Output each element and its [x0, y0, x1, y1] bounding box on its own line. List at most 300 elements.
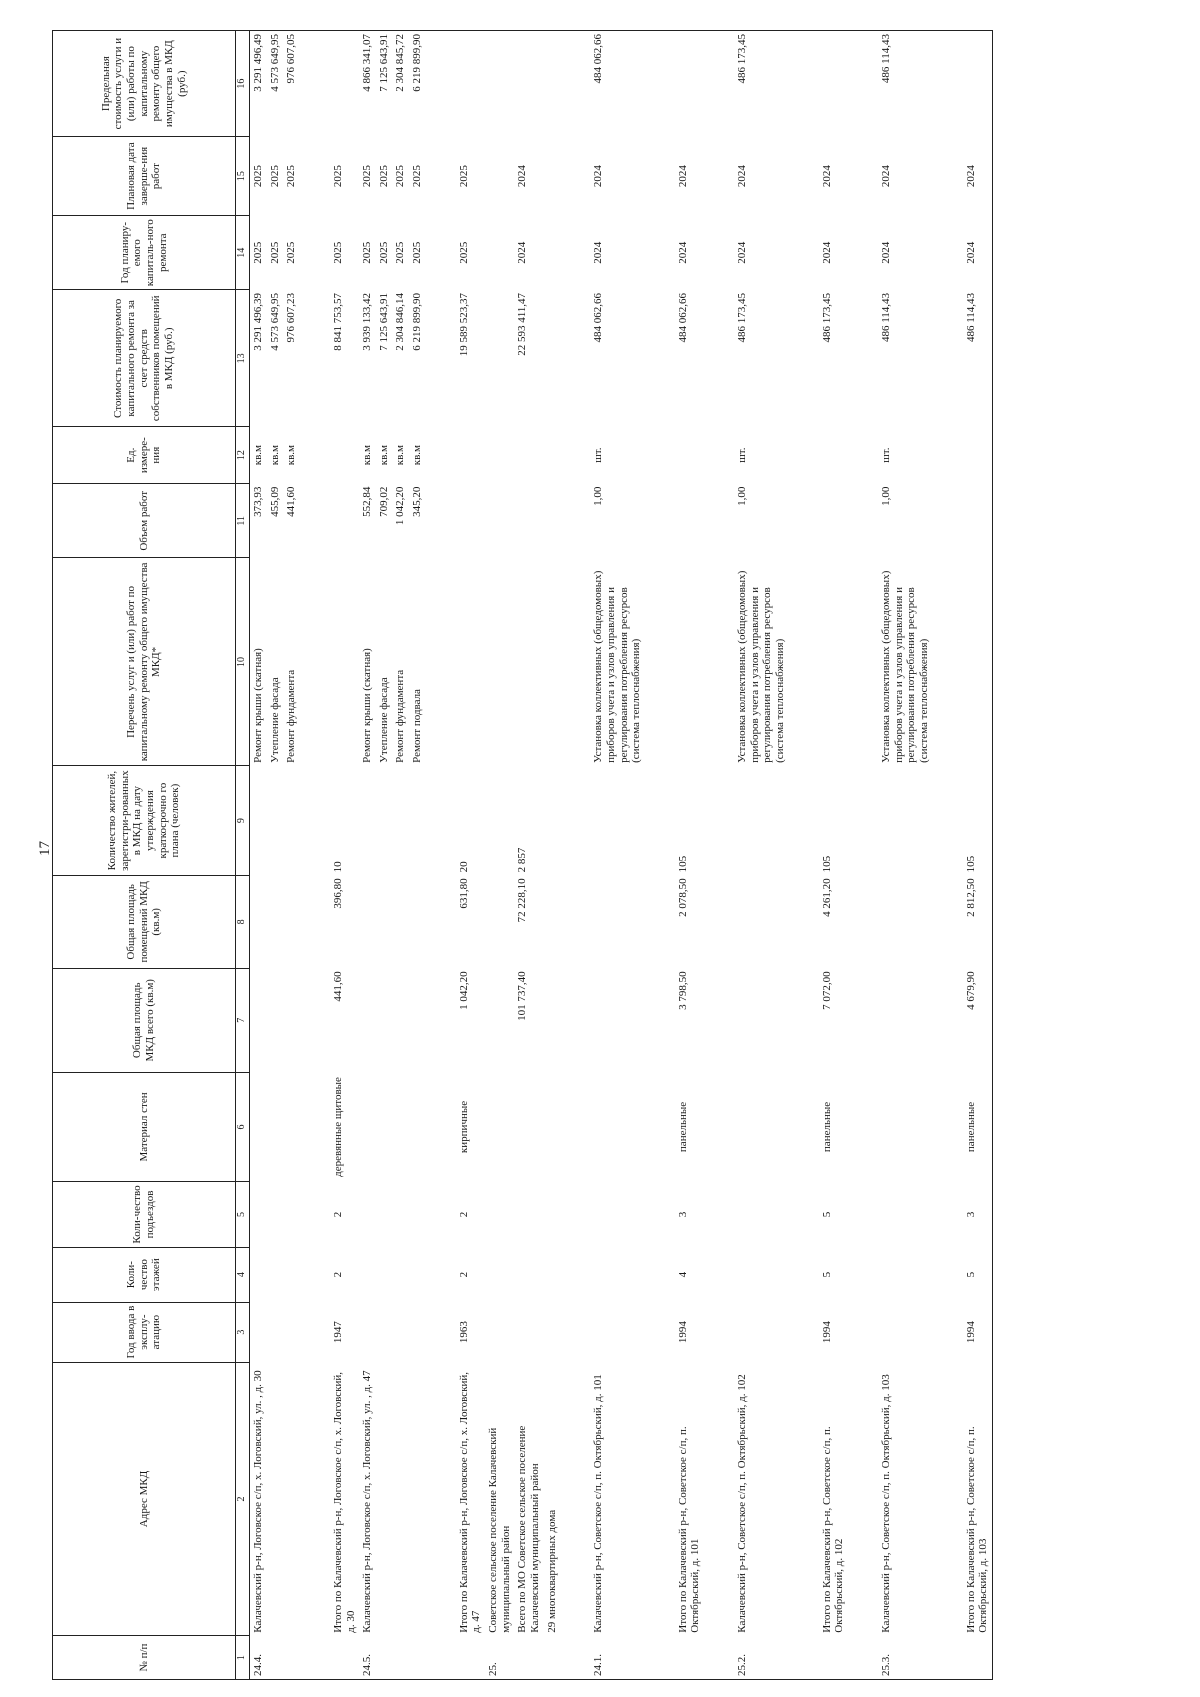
- cell-completion-date: 2024: [736, 165, 749, 188]
- cell-rooms-area: [283, 875, 300, 968]
- spacer-cell: [560, 137, 590, 216]
- col-number: 10: [236, 558, 250, 766]
- spacer-cell: [300, 558, 330, 766]
- col-header-walls: Материал стен: [53, 1072, 236, 1181]
- spacer-cell: [560, 1072, 590, 1181]
- cell-wall-material: [267, 1072, 284, 1181]
- cell-total-area: 4 679,90: [963, 968, 993, 1072]
- cell-work-volume: [819, 484, 848, 558]
- cell-repair-cost: 3 291 496,39: [252, 292, 264, 351]
- cell-plan-year: 2025: [411, 241, 424, 264]
- cell-total-area: [392, 968, 409, 1072]
- cell-work-type: Ремонт подвала: [411, 689, 424, 763]
- table-row: [359, 31, 376, 1680]
- cell-completion-date: 2024: [516, 165, 529, 188]
- capital-repair-table: [52, 30, 993, 1680]
- table-row: [409, 31, 426, 1680]
- cell-unit: шт.: [592, 447, 605, 463]
- cell-rooms-area: [359, 875, 376, 968]
- cell-repair-cost: 7 125 643,91: [377, 292, 390, 351]
- cell-unit: кв.м: [252, 445, 264, 466]
- cell-unit: кв.м: [285, 445, 298, 466]
- cell-floors: [544, 1247, 561, 1302]
- cell-floors: [514, 1247, 543, 1302]
- cell-rooms-area: [734, 875, 789, 968]
- spacer-cell: [560, 558, 590, 766]
- spacer-cell: [789, 1302, 819, 1362]
- cell-unit: кв.м: [377, 445, 390, 466]
- spacer-cell: [560, 1182, 590, 1248]
- page-number: 17: [37, 841, 53, 856]
- cell-total-area: [267, 968, 284, 1072]
- rotated-page: [52, 30, 1172, 1680]
- cell-plan-year: 2024: [963, 216, 993, 290]
- cell-floors: 4: [676, 1271, 689, 1278]
- col-header-unit: Ед. измере-ния: [53, 427, 236, 484]
- cell-floors: 2: [457, 1271, 470, 1278]
- table-row: [544, 31, 561, 1680]
- cell-limit-cost: [330, 31, 359, 137]
- cell-total-area: 7 072,00: [820, 971, 833, 1010]
- table-row: [392, 31, 409, 1680]
- cell-residents: [376, 766, 393, 875]
- cell-work-type: Установка коллективных (общедомовых) приборов учета и узлов управления и регулирования потребления ресурсов (система теплоснабжения): [592, 570, 643, 763]
- spacer-cell: [426, 968, 456, 1072]
- cell-unit: кв.м: [394, 445, 407, 466]
- cell-floors: [878, 1247, 933, 1302]
- spacer-cell: [426, 1182, 456, 1248]
- table-row: [819, 31, 848, 1680]
- spacer-cell: [848, 1247, 878, 1302]
- spacer-cell: [426, 1302, 456, 1362]
- cell-residents: 20: [457, 861, 470, 873]
- cell-work-volume: 552,84: [361, 486, 374, 517]
- cell-plan-year: 2025: [252, 241, 264, 264]
- cell-total-area: [544, 968, 561, 1072]
- cell-rooms-area: 2 078,50: [676, 878, 689, 917]
- cell-year-built: [409, 1302, 426, 1362]
- spacer-cell: [704, 1636, 734, 1680]
- cell-rooms-area: 2 812,50: [963, 875, 993, 968]
- spacer-cell: [933, 558, 963, 766]
- cell-residents: [359, 766, 376, 875]
- cell-repair-cost: [485, 290, 514, 427]
- spacer-cell: [789, 558, 819, 766]
- cell-unit: шт.: [736, 447, 749, 463]
- cell-rooms-area: 4 261,20: [820, 878, 833, 917]
- cell-address: Итого по Калачевский р-н, Логовское с/п, х. Логовский, д. 47: [457, 1371, 483, 1633]
- cell-limit-cost: [485, 31, 514, 137]
- table-row: [267, 31, 284, 1680]
- cell-total-area: 3 798,50: [676, 971, 689, 1010]
- cell-rooms-area: 631,80: [457, 878, 470, 909]
- cell-year-built: [878, 1302, 933, 1362]
- spacer-cell: [426, 484, 456, 558]
- spacer-cell: [848, 484, 878, 558]
- cell-residents: [544, 766, 561, 875]
- col-number: 11: [236, 484, 250, 558]
- cell-entrances: [878, 1182, 933, 1248]
- spacer-cell: [789, 484, 819, 558]
- cell-total-area: [485, 968, 514, 1072]
- cell-work-type: [963, 558, 993, 766]
- spacer-cell: [789, 1636, 819, 1680]
- spacer-cell: [300, 484, 330, 558]
- cell-row-number: [283, 1636, 300, 1680]
- spacer-cell: [300, 1247, 330, 1302]
- spacer-cell: [426, 216, 456, 290]
- cell-year-built: [267, 1302, 284, 1362]
- col-number: 16: [236, 31, 250, 137]
- spacer-cell: [933, 290, 963, 427]
- cell-floors: [590, 1247, 645, 1302]
- cell-residents: [590, 766, 645, 875]
- cell-address: [409, 1362, 426, 1636]
- col-number: 6: [236, 1072, 250, 1181]
- cell-completion-date: 2025: [394, 165, 407, 188]
- cell-residents: 105: [820, 855, 833, 873]
- spacer-cell: [560, 427, 590, 484]
- cell-wall-material: панельные: [676, 1101, 689, 1153]
- cell-repair-cost: 486 173,45: [736, 292, 749, 343]
- col-number: 12: [236, 427, 250, 484]
- table-body: [250, 31, 993, 1680]
- col-header-plan-year: Год планиру-емого капиталь-ного ремонта: [53, 216, 236, 290]
- col-number: 9: [236, 766, 250, 875]
- cell-plan-year: 2024: [516, 241, 529, 264]
- cell-floors: [409, 1247, 426, 1302]
- col-number: 7: [236, 968, 250, 1072]
- cell-wall-material: деревянные щитовые: [331, 1077, 344, 1177]
- cell-wall-material: [359, 1072, 376, 1181]
- cell-plan-year: 2025: [268, 241, 281, 264]
- spacer-cell: [560, 1302, 590, 1362]
- spacer-cell: [560, 31, 590, 137]
- cell-limit-cost: [819, 31, 848, 137]
- cell-address: [392, 1362, 409, 1636]
- spacer-cell: [933, 766, 963, 875]
- spacer-cell: [560, 1362, 590, 1636]
- spacer-cell: [848, 290, 878, 427]
- cell-address: Всего по МО Советское сельское поселение Калачевский муниципальный район: [516, 1425, 541, 1633]
- col-header-num: № п/п: [53, 1636, 236, 1680]
- spacer-cell: [704, 137, 734, 216]
- spacer-cell: [645, 1182, 675, 1248]
- spacer-cell: [426, 766, 456, 875]
- col-number: 8: [236, 875, 250, 968]
- spacer-cell: [300, 1302, 330, 1362]
- cell-work-volume: 1,00: [879, 486, 892, 506]
- spacer-cell: [645, 427, 675, 484]
- cell-repair-cost: 3 939 133,42: [361, 292, 374, 351]
- table-row: [330, 31, 359, 1680]
- cell-residents: [485, 766, 514, 875]
- spacer-cell: [300, 427, 330, 484]
- cell-entrances: 2: [331, 1211, 344, 1218]
- cell-address: Калачевский р-н, Советское с/п, п. Октябрьский, д. 102: [736, 1374, 749, 1633]
- cell-repair-cost: 486 114,43: [963, 290, 993, 427]
- spacer-cell: [300, 968, 330, 1072]
- cell-completion-date: 2025: [252, 165, 264, 188]
- cell-row-number: 24.5.: [359, 1636, 376, 1680]
- cell-rooms-area: 396,80: [331, 878, 344, 909]
- cell-year-built: 1963: [457, 1321, 470, 1344]
- table-row: [250, 31, 267, 1680]
- spacer-cell: [645, 968, 675, 1072]
- cell-completion-date: 2024: [592, 165, 605, 188]
- cell-residents: [250, 766, 267, 875]
- cell-unit: [819, 427, 848, 484]
- spacer-cell: [300, 31, 330, 137]
- cell-row-number: [675, 1636, 704, 1680]
- spacer-cell: [300, 137, 330, 216]
- spacer-cell: [848, 216, 878, 290]
- spacer-row: [560, 31, 590, 1680]
- cell-year-built: [283, 1302, 300, 1362]
- cell-work-type: [514, 558, 543, 766]
- cell-completion-date: 2024: [820, 165, 833, 188]
- cell-wall-material: [514, 1072, 543, 1181]
- spacer-cell: [645, 484, 675, 558]
- spacer-cell: [933, 1362, 963, 1636]
- cell-wall-material: [590, 1072, 645, 1181]
- cell-year-built: [544, 1302, 561, 1362]
- spacer-cell: [426, 1636, 456, 1680]
- spacer-cell: [645, 216, 675, 290]
- cell-rooms-area: [409, 875, 426, 968]
- col-header-volume: Объем работ: [53, 484, 236, 558]
- cell-unit: кв.м: [411, 445, 424, 466]
- cell-wall-material: [409, 1072, 426, 1181]
- cell-limit-cost: 4 866 341,07: [359, 31, 376, 137]
- spacer-row: [300, 31, 330, 1680]
- spacer-cell: [789, 1182, 819, 1248]
- spacer-cell: [704, 290, 734, 427]
- cell-rooms-area: [250, 875, 267, 968]
- cell-total-area: [283, 968, 300, 1072]
- cell-completion-date: 2024: [963, 137, 993, 216]
- cell-wall-material: [376, 1072, 393, 1181]
- header-row: [53, 31, 236, 1680]
- cell-work-volume: [456, 484, 485, 558]
- cell-unit: [675, 427, 704, 484]
- cell-plan-year: 2025: [331, 241, 344, 264]
- spacer-cell: [426, 31, 456, 137]
- cell-work-volume: 1 042,20: [394, 486, 407, 526]
- cell-floors: [734, 1247, 789, 1302]
- spacer-cell: [848, 558, 878, 766]
- cell-total-area: [734, 968, 789, 1072]
- spacer-cell: [704, 1182, 734, 1248]
- col-header-end-date: Плановая дата заверше-ния работ: [53, 137, 236, 216]
- cell-work-type: [330, 558, 359, 766]
- spacer-cell: [426, 427, 456, 484]
- spacer-cell: [933, 137, 963, 216]
- cell-wall-material: [283, 1072, 300, 1181]
- cell-repair-cost: 6 219 899,90: [411, 292, 424, 351]
- cell-row-number: [330, 1636, 359, 1680]
- table-row: [963, 31, 993, 1680]
- cell-work-volume: [514, 484, 543, 558]
- cell-repair-cost: 486 114,43: [879, 292, 892, 343]
- spacer-row: [933, 31, 963, 1680]
- cell-limit-cost: 976 607,05: [283, 31, 300, 137]
- spacer-cell: [933, 1072, 963, 1181]
- cell-wall-material: [544, 1072, 561, 1181]
- cell-year-built: 1994: [676, 1321, 689, 1344]
- spacer-cell: [426, 1072, 456, 1181]
- spacer-cell: [933, 484, 963, 558]
- table-row: [590, 31, 645, 1680]
- cell-year-built: 1947: [331, 1321, 344, 1344]
- cell-completion-date: 2024: [879, 165, 892, 188]
- cell-work-type: Утепление фасада: [268, 677, 281, 763]
- cell-completion-date: 2025: [411, 165, 424, 188]
- cell-entrances: [409, 1182, 426, 1248]
- cell-repair-cost: 486 173,45: [820, 292, 833, 343]
- col-number: 1: [236, 1636, 250, 1680]
- spacer-cell: [645, 1636, 675, 1680]
- cell-completion-date: 2025: [268, 165, 281, 188]
- cell-work-volume: [963, 484, 993, 558]
- cell-total-area: [590, 968, 645, 1072]
- cell-limit-cost: [675, 31, 704, 137]
- cell-entrances: [485, 1182, 514, 1248]
- spacer-cell: [645, 137, 675, 216]
- cell-rooms-area: 72 228,10: [516, 878, 529, 923]
- table-row: [283, 31, 300, 1680]
- spacer-cell: [704, 766, 734, 875]
- col-number: 13: [236, 290, 250, 427]
- cell-row-number: 25.: [485, 1636, 514, 1680]
- cell-work-volume: 345,20: [411, 486, 424, 517]
- spacer-cell: [300, 1072, 330, 1181]
- cell-address: 29 многоквартирных дома: [545, 1509, 558, 1633]
- cell-total-area: [409, 968, 426, 1072]
- cell-year-built: [485, 1302, 514, 1362]
- spacer-cell: [300, 1362, 330, 1636]
- cell-plan-year: 2025: [377, 241, 390, 264]
- table-row: [456, 31, 485, 1680]
- spacer-cell: [704, 1302, 734, 1362]
- cell-work-type: Установка коллективных (общедомовых) приборов учета и узлов управления и регулирования потребления ресурсов (система теплоснабжения): [879, 570, 930, 763]
- spacer-cell: [848, 137, 878, 216]
- spacer-cell: [789, 968, 819, 1072]
- cell-year-built: [359, 1302, 376, 1362]
- cell-rooms-area: [485, 875, 514, 968]
- spacer-cell: [848, 875, 878, 968]
- cell-work-type: [819, 558, 848, 766]
- spacer-cell: [848, 766, 878, 875]
- cell-limit-cost: 6 219 899,90: [409, 31, 426, 137]
- cell-limit-cost: [544, 31, 561, 137]
- cell-wall-material: [485, 1072, 514, 1181]
- cell-entrances: [544, 1182, 561, 1248]
- cell-limit-cost: 486 114,43: [878, 31, 933, 137]
- spacer-cell: [789, 137, 819, 216]
- cell-row-number: [392, 1636, 409, 1680]
- spacer-cell: [704, 1247, 734, 1302]
- cell-total-area: [878, 968, 933, 1072]
- spacer-cell: [645, 558, 675, 766]
- cell-floors: 2: [331, 1271, 344, 1278]
- spacer-cell: [300, 766, 330, 875]
- cell-limit-cost: [963, 31, 993, 137]
- cell-wall-material: [392, 1072, 409, 1181]
- cell-work-type: Ремонт крыши (скатная): [361, 648, 374, 763]
- cell-completion-date: 2025: [361, 165, 374, 188]
- cell-total-area: 441,60: [331, 971, 344, 1002]
- spacer-cell: [848, 1636, 878, 1680]
- spacer-cell: [426, 137, 456, 216]
- cell-floors: [485, 1247, 514, 1302]
- cell-year-built: [514, 1302, 543, 1362]
- cell-entrances: [590, 1182, 645, 1248]
- cell-work-type: [544, 558, 561, 766]
- cell-limit-cost: [514, 31, 543, 137]
- cell-repair-cost: 976 607,23: [285, 292, 298, 343]
- spacer-cell: [933, 968, 963, 1072]
- col-header-residents: Количество жителей, зарегистри-рованных в МКД на дату утверждения краткосрочно го плана (человек): [53, 766, 236, 875]
- spacer-cell: [560, 766, 590, 875]
- spacer-cell: [848, 1182, 878, 1248]
- cell-year-built: 1994: [963, 1302, 993, 1362]
- cell-limit-cost: 486 173,45: [734, 31, 789, 137]
- spacer-cell: [560, 290, 590, 427]
- spacer-cell: [848, 1072, 878, 1181]
- cell-repair-cost: 19 589 523,37: [457, 292, 470, 357]
- cell-wall-material: кирпичные: [457, 1100, 470, 1154]
- cell-limit-cost: 2 304 845,72: [392, 31, 409, 137]
- spacer-cell: [645, 1072, 675, 1181]
- cell-row-number: [514, 1636, 543, 1680]
- cell-entrances: [392, 1182, 409, 1248]
- cell-plan-year: 2024: [879, 241, 892, 264]
- spacer-cell: [933, 1247, 963, 1302]
- spacer-cell: [300, 216, 330, 290]
- spacer-cell: [426, 290, 456, 427]
- cell-residents: 105: [676, 855, 689, 873]
- cell-unit: [514, 427, 543, 484]
- spacer-cell: [789, 290, 819, 427]
- spacer-cell: [560, 484, 590, 558]
- spacer-row: [704, 31, 734, 1680]
- cell-address: Советское сельское поселение Калачевский муниципальный район: [487, 1427, 512, 1633]
- spacer-cell: [933, 875, 963, 968]
- cell-wall-material: панельные: [963, 1072, 993, 1181]
- cell-address: Итого по Калачевский р-н, Логовское с/п, х. Логовский, д. 30: [331, 1371, 357, 1633]
- cell-repair-cost: 484 062,66: [592, 292, 605, 343]
- cell-unit: [485, 427, 514, 484]
- spacer-cell: [645, 1302, 675, 1362]
- spacer-cell: [848, 427, 878, 484]
- cell-entrances: [359, 1182, 376, 1248]
- cell-residents: [409, 766, 426, 875]
- col-header-area: Общая площадь МКД всего (кв.м): [53, 968, 236, 1072]
- cell-row-number: [267, 1636, 284, 1680]
- spacer-cell: [426, 1247, 456, 1302]
- spacer-cell: [704, 31, 734, 137]
- col-number: 2: [236, 1362, 250, 1636]
- spacer-cell: [645, 290, 675, 427]
- spacer-cell: [933, 427, 963, 484]
- table-row: [878, 31, 933, 1680]
- spacer-cell: [645, 875, 675, 968]
- spacer-row: [645, 31, 675, 1680]
- spacer-cell: [848, 31, 878, 137]
- col-header-entrances: Коли-чество подъездов: [53, 1182, 236, 1248]
- cell-work-volume: 455,09: [268, 486, 281, 517]
